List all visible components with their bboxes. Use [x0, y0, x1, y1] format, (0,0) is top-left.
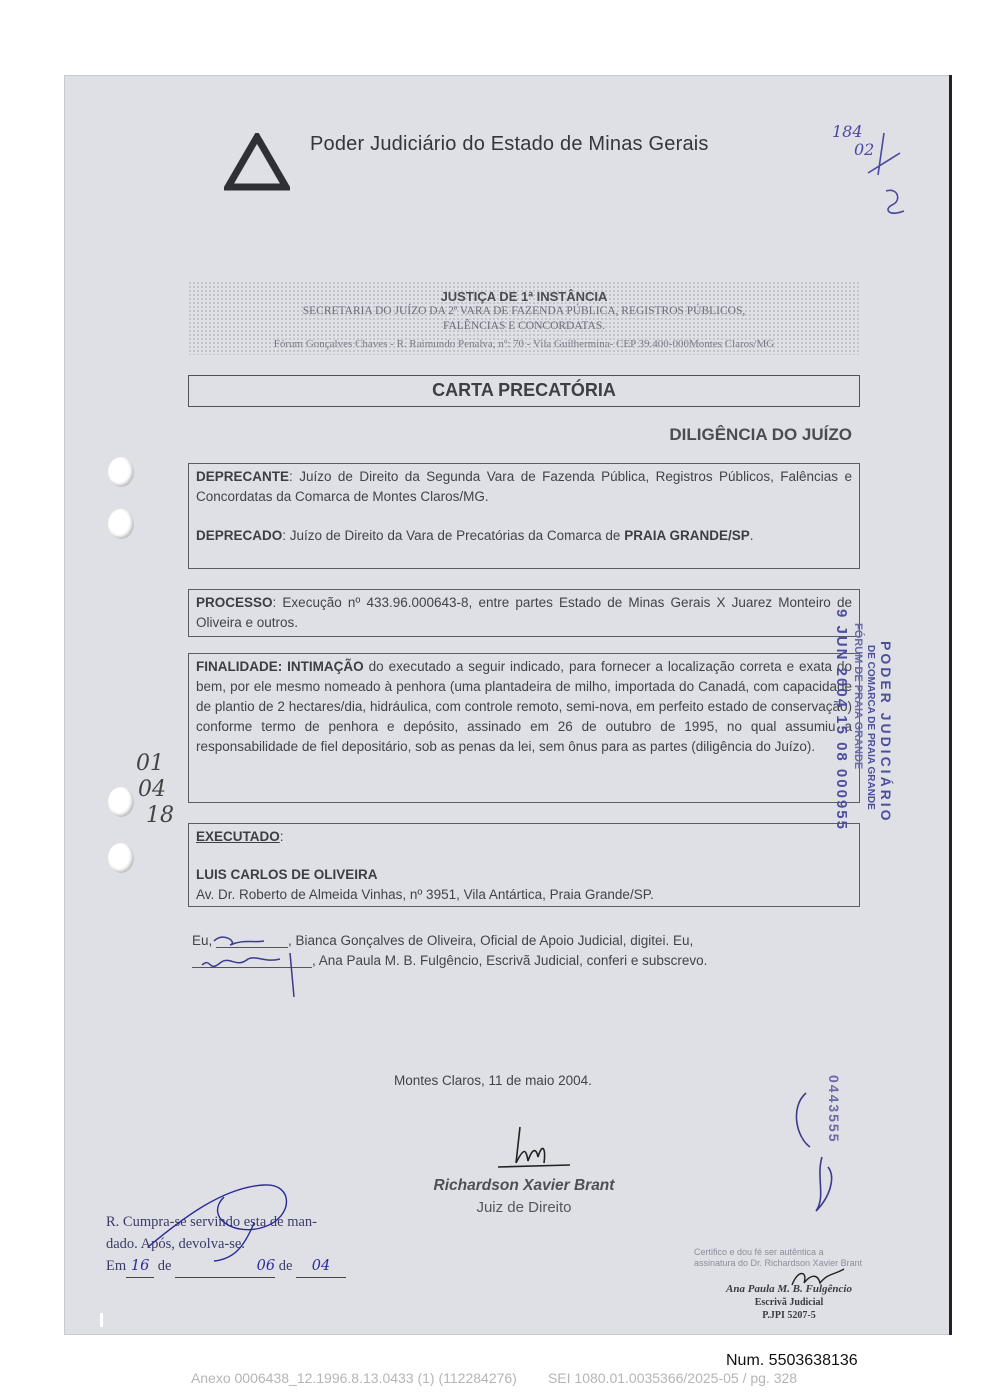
comarca-stamp: DE COMARCA DE PRAIA GRANDE: [865, 645, 876, 810]
deprecado-text: : Juízo de Direito da Vara de Precatórias da Comarca de: [282, 528, 625, 543]
page-edge: [949, 75, 952, 1335]
deprecado-label: DEPRECADO: [196, 528, 283, 543]
processo-box: [188, 589, 860, 637]
protocol-number-stamp: 0443555: [826, 1075, 842, 1144]
despacho-signature: [144, 1177, 344, 1267]
processo-label: PROCESSO: [196, 595, 273, 610]
certificate-signer: Ana Paula M. B. Fulgêncio Escrivã Judicial P.JPI 5207-5: [726, 1283, 852, 1321]
document-title: CARTA PRECATÓRIA: [188, 375, 860, 407]
punch-hole: [108, 457, 134, 487]
page-edge-mark: [100, 1313, 103, 1327]
parties-box: [188, 463, 860, 569]
court-header: [188, 281, 860, 355]
document-subtitle: DILIGÊNCIA DO JUÍZO: [669, 425, 852, 444]
executado-box: EXECUTADO: LUIS CARLOS DE OLIVEIRA Av. Dr. Roberto de Almeida Vinhas, nº 3951, Vila Antártica, Praia Grande/SP.: [188, 823, 860, 907]
handwritten-mark: [864, 131, 910, 217]
handwritten-margin-date: 01 04 18: [136, 751, 174, 828]
punch-hole: [108, 509, 134, 539]
forum-stamp: FÓRUM DE PRAIA GRANDE: [852, 623, 864, 770]
deprecado-paragraph: DEPRECADO: Juízo de Direito da Vara de Precatórias da Comarca de PRAIA GRANDE/SP.: [196, 528, 754, 543]
court-address: Fórum Gonçalves Chaves - R. Raimundo Penalva, nº: 70 - Vila Guilhermina- CEP 39.400-000Montes Claros/MG: [273, 338, 775, 350]
deprecante-text: : Juízo de Direito da Segunda Vara de Fazenda Pública, Registros Públicos, Falências e Concordatas da Comarca de Montes Claros/MG.: [196, 469, 852, 504]
despacho-cumpra-se: R. Cumpra-se servindo esta de man- dado. Após, devolva-se. Em 16 de 06 de 04: [106, 1211, 346, 1278]
certificate-signature: [788, 1265, 848, 1295]
punch-hole: [108, 787, 134, 817]
footer-reference: Anexo 0006438_12.1996.8.13.0433 (1) (112284276) SEI 1080.01.0035366/2025-05 / pg. 328: [190, 1370, 798, 1386]
court-secretariat: SECRETARIA DO JUÍZO DA 2ª VARA DE FAZENDA PÚBLICA, REGISTROS PÚBLICOS,: [302, 305, 746, 317]
finalidade-box: [188, 653, 860, 803]
deprecante-label: DEPRECANTE: [196, 469, 290, 484]
finalidade-text: do executado a seguir indicado, para fornecer a localização correta e exata do bem, por ele mesmo nomeado à penhora (uma plantadeira de milho, importada do Canadá, com capacidade de plantio de 2 hectares/dia, hidráulica, com controle remoto, semi-nova, em perfeito estado de conservação) conforme termo de penhora e depósito, assinado em 26 de outubro de 1995, no qual assumiu a responsabilidade de fiel depositário, sob as penas da lei, sem ônus para as partes (diligência do Juízo).: [196, 659, 853, 754]
court-instance: JUSTIÇA DE 1ª INSTÂNCIA: [440, 289, 608, 304]
document-number: Num. 5503638136: [726, 1352, 858, 1369]
judge-role: Juiz de Direito: [476, 1199, 572, 1216]
finalidade-label: FINALIDADE: INTIMAÇÃO: [196, 659, 364, 674]
executado-label: EXECUTADO: [196, 829, 280, 844]
deprecante-paragraph: [196, 467, 852, 507]
court-secretariat-cont: FALÊNCIAS E CONCORDATAS.: [442, 320, 606, 332]
closing-statement: Eu, , Bianca Gonçalves de Oliveira, Oficial de Apoio Judicial, digitei. Eu, , Ana Paula M. B. Fulgêncio, Escrivã Judicial, conferi e subscrevo.: [192, 933, 708, 968]
processo-text: : Execução nº 433.96.000643-8, entre partes Estado de Minas Gerais X Juarez Monteiro de Oliveira e outros.: [196, 595, 852, 630]
deprecado-place: PRAIA GRANDE/SP: [624, 528, 750, 543]
handwritten-sheet-number: 184 02: [832, 122, 875, 159]
document-date: Montes Claros, 11 de maio 2004.: [394, 1073, 592, 1088]
certificate-note: Certifico e dou fé ser autêntica a assinatura do Dr. Richardson Xavier Brant: [694, 1247, 863, 1268]
handwritten-initials: [776, 1087, 846, 1217]
header-title: Poder Judiciário do Estado de Minas Gerais: [310, 133, 709, 155]
judge-signature: [494, 1123, 574, 1175]
tjmg-triangle-logo: [224, 133, 290, 193]
handwritten-signatures: [196, 929, 316, 999]
executado-address: Av. Dr. Roberto de Almeida Vinhas, nº 3951, Vila Antártica, Praia Grande/SP.: [196, 887, 654, 902]
document-page: [64, 75, 952, 1335]
judiciary-stamp: PODER JUDICIÁRIO: [878, 641, 894, 824]
executado-name: LUIS CARLOS DE OLIVEIRA: [196, 867, 378, 882]
judge-name: Richardson Xavier Brant: [433, 1177, 615, 1194]
punch-hole: [108, 843, 134, 873]
protocol-stamp: 9 JUN 2004 15 08 000955: [833, 609, 850, 831]
